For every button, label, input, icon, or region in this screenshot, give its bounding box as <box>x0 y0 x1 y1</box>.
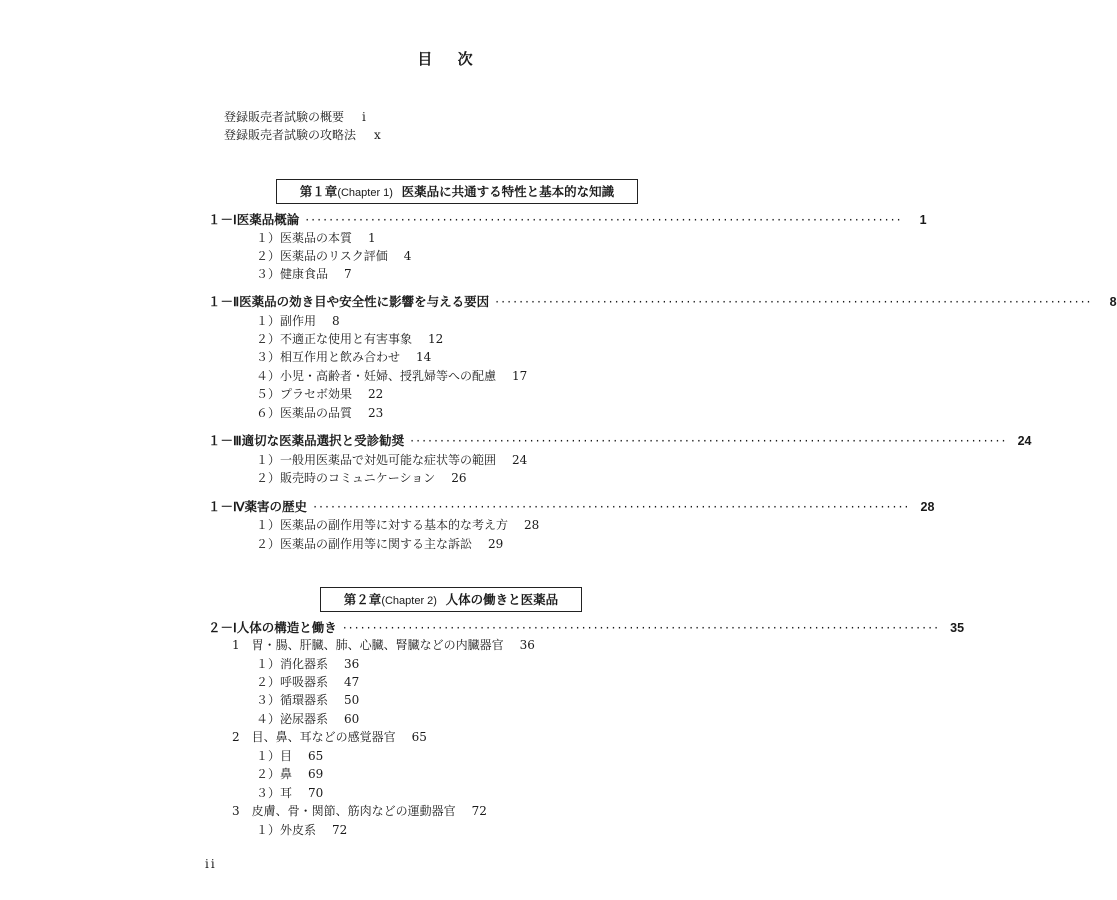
section-title: 医薬品の効き目や安全性に影響を与える要因 <box>239 294 490 309</box>
toc-entry[interactable] <box>232 802 487 819</box>
toc-entry[interactable] <box>224 108 366 125</box>
entry-page: 28 <box>524 518 540 532</box>
entry-label: １）外皮系 <box>256 823 317 837</box>
entry-label: 登録販売者試験の攻略法 <box>224 128 357 142</box>
section-number: １－Ⅲ <box>208 434 242 448</box>
section-page: 8 <box>1109 295 1117 309</box>
entry-label: １）消化器系 <box>256 657 329 671</box>
entry-label: ２）呼吸器系 <box>256 675 329 689</box>
entry-page: 8 <box>332 314 340 328</box>
section-number: １－Ⅱ <box>208 295 240 309</box>
toc-entry[interactable] <box>256 673 359 690</box>
entry-label: ５）プラセボ効果 <box>256 387 353 401</box>
toc-section[interactable] <box>208 431 1032 449</box>
entry-page: 14 <box>416 350 432 364</box>
toc-section[interactable] <box>208 292 1117 310</box>
entry-label: １）目 <box>256 749 293 763</box>
toc-entry[interactable] <box>256 747 323 764</box>
entry-label: １）一般用医薬品で対処可能な症状等の範囲 <box>256 453 497 467</box>
entry-page: 24 <box>512 453 528 467</box>
entry-label: ３）循環器系 <box>256 693 329 707</box>
section-page: 24 <box>1017 434 1032 448</box>
entry-page: 12 <box>428 332 444 346</box>
section-page: 1 <box>919 213 927 227</box>
toc-entry[interactable] <box>256 765 323 782</box>
entry-label: ２）不適正な使用と有害事象 <box>256 332 413 346</box>
dot-leader: ···································································································· <box>305 212 903 227</box>
toc-entry[interactable] <box>256 312 340 329</box>
entry-page: 72 <box>332 823 348 837</box>
entry-label: ２）鼻 <box>256 767 293 781</box>
dot-leader: ···································································································· <box>342 620 941 635</box>
chapter-title: 人体の働きと医薬品 <box>445 592 559 607</box>
section-title: 適切な医薬品選択と受診勧奨 <box>241 433 405 448</box>
toc-entry[interactable] <box>256 265 352 282</box>
entry-page: 26 <box>451 471 467 485</box>
toc-entry[interactable] <box>256 535 503 552</box>
section-title: 人体の構造と働き <box>236 620 337 635</box>
entry-page: 47 <box>344 675 360 689</box>
entry-label: ２）医薬品の副作用等に関する主な訴訟 <box>256 537 473 551</box>
toc-entry[interactable] <box>232 728 427 745</box>
entry-label: 登録販売者試験の概要 <box>224 110 345 124</box>
entry-label: ３）健康食品 <box>256 267 329 281</box>
entry-label: １）医薬品の本質 <box>256 231 353 245</box>
toc-entry[interactable] <box>256 348 431 365</box>
toc-entry[interactable] <box>256 784 323 801</box>
toc-entry[interactable] <box>256 821 347 838</box>
toc-entry[interactable] <box>256 367 527 384</box>
section-number: １－Ⅰ <box>208 213 237 227</box>
entry-label: ３）相互作用と飲み合わせ <box>256 350 401 364</box>
entry-page: 29 <box>488 537 504 551</box>
entry-label: 2 目、鼻、耳などの感覚器官 <box>232 730 396 744</box>
entry-label: ２）医薬品のリスク評価 <box>256 249 388 263</box>
page-title: 目 次 <box>417 50 483 68</box>
chapter-number: 第２章 <box>343 592 382 607</box>
entry-page: 72 <box>471 804 487 818</box>
entry-page: 70 <box>308 786 324 800</box>
entry-page: 23 <box>368 406 384 420</box>
entry-label: ４）小児・高齢者・妊婦、授乳婦等への配慮 <box>256 369 497 383</box>
toc-entry[interactable] <box>256 710 359 727</box>
chapter-heading[interactable] <box>276 179 638 204</box>
entry-page: 65 <box>411 730 427 744</box>
toc-entry[interactable] <box>256 451 527 468</box>
toc-entry[interactable] <box>256 655 359 672</box>
section-title: 医薬品概論 <box>236 212 300 227</box>
entry-label: ４）泌尿器系 <box>256 712 329 726</box>
entry-label: 3 皮膚、骨・関節、筋肉などの運動器官 <box>232 804 456 818</box>
toc-section[interactable] <box>208 497 935 515</box>
section-page: 28 <box>920 500 935 514</box>
entry-page: 7 <box>344 267 352 281</box>
entry-page: 36 <box>344 657 360 671</box>
toc-entry[interactable] <box>256 385 383 402</box>
chapter-heading[interactable] <box>320 587 582 612</box>
toc-section[interactable] <box>208 618 965 636</box>
dot-leader: ···································································································· <box>410 433 1008 448</box>
toc-entry[interactable] <box>256 691 359 708</box>
toc-entry[interactable] <box>256 247 411 264</box>
toc-entry[interactable] <box>256 229 376 246</box>
entry-page: x <box>374 128 381 142</box>
entry-page: 60 <box>344 712 360 726</box>
entry-page: 36 <box>519 638 535 652</box>
toc-entry[interactable] <box>256 516 539 533</box>
toc-entry[interactable] <box>256 469 467 486</box>
entry-label: 1 胃・腸、肝臓、肺、心臓、腎臓などの内臓器官 <box>232 638 504 652</box>
entry-page: 1 <box>368 231 376 245</box>
entry-label: ３）耳 <box>256 786 293 800</box>
section-number: ２－Ⅰ <box>208 621 237 635</box>
entry-page: 17 <box>512 369 528 383</box>
entry-page: 22 <box>368 387 384 401</box>
entry-label: １）医薬品の副作用等に対する基本的な考え方 <box>256 518 509 532</box>
toc-section[interactable] <box>208 210 927 228</box>
entry-page: 4 <box>403 249 412 263</box>
chapter-title: 医薬品に共通する特性と基本的な知識 <box>401 184 615 199</box>
section-title: 薬害の歴史 <box>244 499 308 514</box>
chapter-english: (Chapter 2) <box>381 595 437 607</box>
dot-leader: ···································································································· <box>313 499 911 514</box>
entry-page: 65 <box>308 749 324 763</box>
chapter-number: 第１章 <box>299 184 338 199</box>
toc-entry[interactable] <box>224 126 381 143</box>
entry-page: i <box>362 110 366 124</box>
section-page: 35 <box>950 621 965 635</box>
chapter-english: (Chapter 1) <box>337 187 393 199</box>
entry-page: 69 <box>308 767 324 781</box>
toc-entry[interactable] <box>256 404 383 421</box>
section-number: １－Ⅳ <box>208 500 245 514</box>
page-number: ii <box>205 857 217 871</box>
dot-leader: ···································································································· <box>495 294 1093 309</box>
entry-label: １）副作用 <box>256 314 317 328</box>
entry-label: ２）販売時のコミュニケーション <box>256 471 436 485</box>
toc-entry[interactable] <box>256 330 443 347</box>
toc-entry[interactable] <box>232 636 535 653</box>
entry-page: 50 <box>344 693 360 707</box>
entry-label: ６）医薬品の品質 <box>256 406 353 420</box>
